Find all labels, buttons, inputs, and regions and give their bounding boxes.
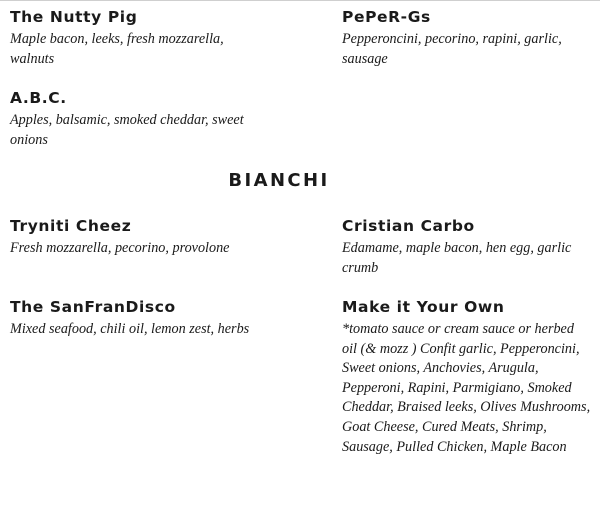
top-divider <box>0 0 600 1</box>
menu-item-name: The SanFranDisco <box>10 298 176 316</box>
menu-item-tryniti-cheez <box>10 216 260 259</box>
menu-item-description: Maple bacon, leeks, fresh mozzarella, walnuts <box>10 31 224 67</box>
menu-item-name: PePeR-Gs <box>342 8 431 26</box>
menu-item-description: Edamame, maple bacon, hen egg, garlic crumb <box>342 240 572 276</box>
menu-item-description: Apples, balsamic, smoked cheddar, sweet onions <box>10 112 244 148</box>
section-title-bianchi: BIANCHI <box>228 170 330 191</box>
menu-item-abc <box>10 88 260 150</box>
menu-item-name: The Nutty Pig <box>10 8 138 26</box>
menu-item-name: Cristian Carbo <box>342 217 475 235</box>
menu-item-name: A.B.C. <box>10 89 67 107</box>
menu-item-peper-gs <box>342 7 592 69</box>
menu-item-the-nutty-pig <box>10 7 260 69</box>
menu-item-the-sanfrandisco <box>10 297 260 340</box>
menu-item-make-it-your-own <box>342 297 592 457</box>
menu-item-cristian-carbo <box>342 216 592 278</box>
menu-item-name: Tryniti Cheez <box>10 217 132 235</box>
menu-item-name: Make it Your Own <box>342 298 505 316</box>
menu-item-description: Mixed seafood, chili oil, lemon zest, herbs <box>10 321 250 337</box>
menu-item-description: *tomato sauce or cream sauce or herbed oil (& mozz ) Confit garlic, Pepperoncini, Sweet onions, Anchovies, Arugula, Pepperoni, Rapini, Parmigiano, Smoked Cheddar, Braised leeks, Olives Mushrooms, Goat Cheese, Cured Meats, Shrimp, Sausage, Pulled Chicken, Maple Bacon <box>342 321 591 455</box>
menu-item-description: Fresh mozzarella, pecorino, provolone <box>10 240 230 256</box>
menu-item-description: Pepperoncini, pecorino, rapini, garlic, sausage <box>342 31 562 67</box>
